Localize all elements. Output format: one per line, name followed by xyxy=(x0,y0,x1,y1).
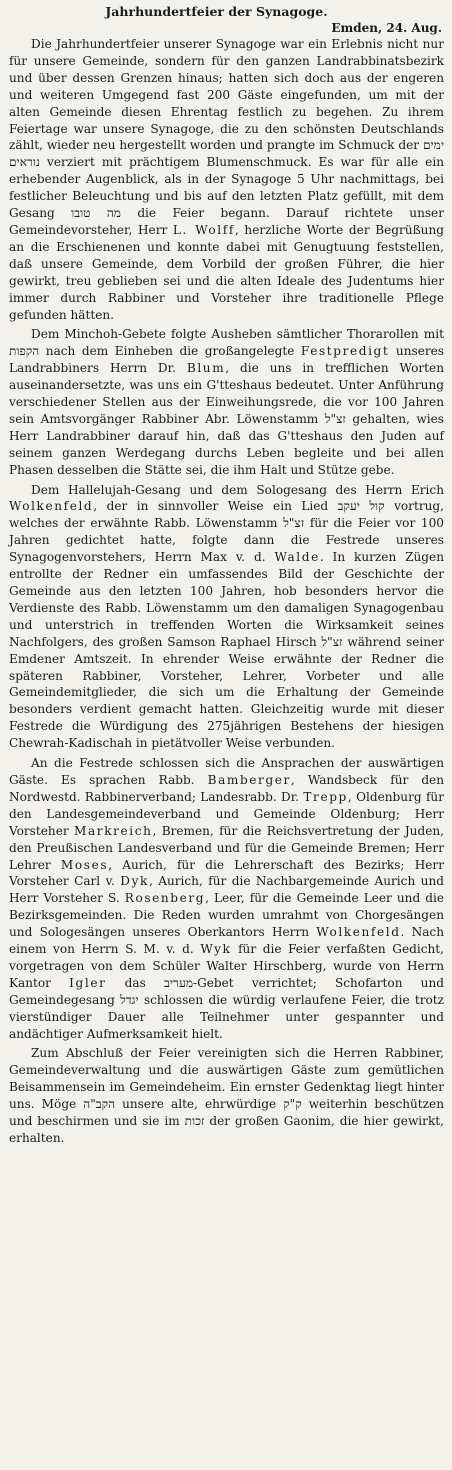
text-run: Die Jahrhundertfeier unserer Synagoge war ein Erlebnis nicht nur für unsere Gemeinde, sondern für den ganzen Landrabbinatsbezirk und über dessen Grenzen hinaus; hatten sich doch aus der engeren und weiteren Umgegend fast 200 Gäste eingefunden, um mit der alten Gemeinde diesen Ehrentag festlich zu begehen. Zu ihrem Feiertage war unsere Synagoge, die zu den schönsten Deutschlands zählt, wieder neu hergestellt worden und prangte im Schmuck der xyxy=(9,37,444,153)
person-name: L. Wolff xyxy=(172,222,235,237)
text-run: . In kurzen Zügen entrollte der Redner ein umfassendes Bild der Geschichte der Gemeinde aus den letzten 100 Jahren, hob besonders hervor die Verdienste des Rabb. Löwenstamm um den damaligen Synagogenbau und unterstrich in treffenden Worten die Wirksamkeit seines Nachfolgers, des großen Samson Raphael Hirsch xyxy=(9,550,444,649)
text-run: unseres Landrabbiners Herrn Dr. xyxy=(9,344,444,376)
text-run: , Aurich, für die Lehrerschaft des Bezirks; Herr Vorsteher Carl v. xyxy=(9,857,444,889)
text-run: , herzliche Worte der Begrüßung an die Erschienenen und konnte dabei mit Genugtuung feststellen, daß unsere Gemeinde, dem Vorbild der großen Führer, die hier gewirkt, treu geblieben sei und die alten Ideale des Judentums hier immer durch Rabbiner und Vorsteher ihre traditionelle Pflege gefunden hätten. xyxy=(9,222,445,322)
hebrew-term: ימים נוראים xyxy=(9,138,444,170)
text-run: gehalten, wies Herr Landrabbiner darauf hin, daß das G'tteshaus den Juden auf seinem ganzen Werdegang durchs Leben begleite und bei allen Phasen desselben die Stätte sei, die ihm Halt und Stütze gebe. xyxy=(9,411,445,477)
text-run: weiterhin beschützen und beschirmen und sie im xyxy=(9,1097,444,1129)
person-name: Walde xyxy=(274,550,320,565)
article-title: Jahrhundertfeier der Synagoge. xyxy=(105,4,328,19)
text-run: schlossen die würdig verlaufene Feier, die trotz vierstündiger Dauer alle Teilnehmer unter gespannter und andächtiger Aufmerksamkeit hielt. xyxy=(9,992,444,1041)
person-name: Wolkenfeld xyxy=(316,925,401,940)
person-name: Blum xyxy=(186,361,226,376)
text-run: , Leer, für die Gemeinde Leer und die Bezirksgemeinden. Die Reden wurden umrahmt von Chorgesängen und Sologesängen unseres Oberkantors Herrn xyxy=(9,891,445,940)
hebrew-term: מעריב xyxy=(164,975,193,990)
person-name: Wolkenfeld xyxy=(9,499,94,514)
text-run: Zum Abschluß der Feier vereinigten sich die Herren Rabbiner, Gemeindeverwaltung und die auswärtigen Gäste zum gemütlichen Beisammensein im Gemeindeheim. Ein ernster Gedenktag liegt hinter uns. Möge xyxy=(9,1046,444,1112)
text-run: vortrug, welches der erwähnte Rabb. Löwenstamm xyxy=(9,499,444,531)
hebrew-term: קול יעקב xyxy=(337,499,385,514)
paragraph-3 xyxy=(9,482,444,753)
person-name: Bamberger xyxy=(207,772,291,787)
text-run: der großen Gaonim, die hier gewirkt, erhalten. xyxy=(9,1114,444,1145)
text-run: während seiner Emdener Amtszeit. In ehrender Weise erwähnte der Redner die späteren Rabbiner, Vorsteher, Lehrer, Vorbeter und alle Gemeindemitglieder, die sich um die Erhaltung der Gemeinde besonders verdient gemacht hatten. Gleichzeitig wurde mit dieser Festrede die Würdigung des 275jährigen Bestehens der hiesigen Chewrah-Kadischah in pietätvoller Weise verbunden. xyxy=(9,634,444,751)
hebrew-term: מה טובו xyxy=(71,206,121,221)
hebrew-term: זצ"ל xyxy=(324,411,346,426)
text-run: Dem Minchoh-Gebete folgte Ausheben sämtlicher Thorarollen mit xyxy=(31,327,444,342)
paragraph-2 xyxy=(9,326,444,478)
person-name: Moses xyxy=(60,857,109,872)
text-run: -Gebet verrichtet; Schofarton und Gemeindegesang xyxy=(9,975,444,1007)
text-run: verziert mit prächtigem Blumenschmuck. Es war für alle ein erhebender Augenblick, als in der Synagoge 5 Uhr nachmittags, bei festlicher Beleuchtung und bis auf den letzten Platz gefüllt, mit dem Gesang xyxy=(9,155,444,221)
person-name: Markreich xyxy=(74,823,153,838)
text-run: , Oldenburg für den Landesgemeindeverband und Gemeinde Oldenburg; Herr Vorsteher xyxy=(9,789,444,838)
text-run: , der in sinnvoller Weise ein Lied xyxy=(93,499,338,514)
text-run: , die uns in trefflichen Worten auseinandersetzte, was uns ein G'tteshaus bedeutet. Unter Anführung verschiedener Stellen aus der Einweihungsrede, die vor 100 Jahren sein Amtsvorgänger Rabbiner Abr. Löwenstamm xyxy=(9,361,444,426)
text-run: unsere alte, ehrwürdige xyxy=(115,1097,284,1112)
text-run: Dem Hallelujah-Gesang und dem Sologesang des Herrn Erich xyxy=(31,482,444,497)
paragraph-1 xyxy=(9,36,444,323)
text-run: nach dem Einheben die großangelegte xyxy=(39,344,301,359)
hebrew-term: זכות xyxy=(184,1114,205,1129)
text-run: das xyxy=(106,975,165,990)
person-name: Igler xyxy=(69,975,107,990)
spaced-term: Festpredigt xyxy=(300,344,390,359)
text-run: , Wandsbeck für den Nordwestd. Rabbinerverband; Landesrabb. Dr. xyxy=(9,772,445,804)
text-run: die Feier begann. Darauf richtete unser Gemeindevorsteher, Herr xyxy=(9,206,444,237)
hebrew-term: הקב"ה xyxy=(83,1097,116,1112)
person-name: Rosenberg xyxy=(124,891,206,906)
text-run: für die Feier verfaßten Gedicht, vorgetragen von dem Schüler Walter Hirschberg, wurde von Herrn Kantor xyxy=(9,942,444,990)
hebrew-term: זצ"ל xyxy=(283,516,305,531)
hebrew-term: זצ"ל xyxy=(321,634,343,649)
paragraph-5 xyxy=(9,1045,444,1146)
hebrew-term: הקפות xyxy=(9,344,40,359)
article-dateline: Emden, 24. Aug. xyxy=(331,21,442,35)
text-run: für die Feier vor 100 Jahren gedichtet hatte, folgte dann die Festrede unseres Synagogenvorstehers, Herrn Max v. d. xyxy=(9,516,444,565)
text-run: , Bremen, für die Reichsvertretung der Juden, den Preußischen Landesverband und für die Gemeinde Bremen; Herr Lehrer xyxy=(9,823,444,872)
paragraph-4 xyxy=(9,755,444,1042)
text-run: An die Festrede schlossen sich die Ansprachen der auswärtigen Gäste. Es sprachen Rabb. xyxy=(9,756,444,787)
person-name: Wyk xyxy=(200,942,232,957)
text-run: , Aurich, für die Nachbargemeinde Aurich und Herr Vorsteher S. xyxy=(9,874,444,906)
person-name: Trepp xyxy=(303,789,348,804)
person-name: Dyk xyxy=(120,874,149,889)
hebrew-term: יגדל xyxy=(120,992,139,1007)
hebrew-term: ק"ק xyxy=(283,1097,302,1112)
text-run: . Nach einem von Herrn S. M. v. d. xyxy=(9,925,444,957)
